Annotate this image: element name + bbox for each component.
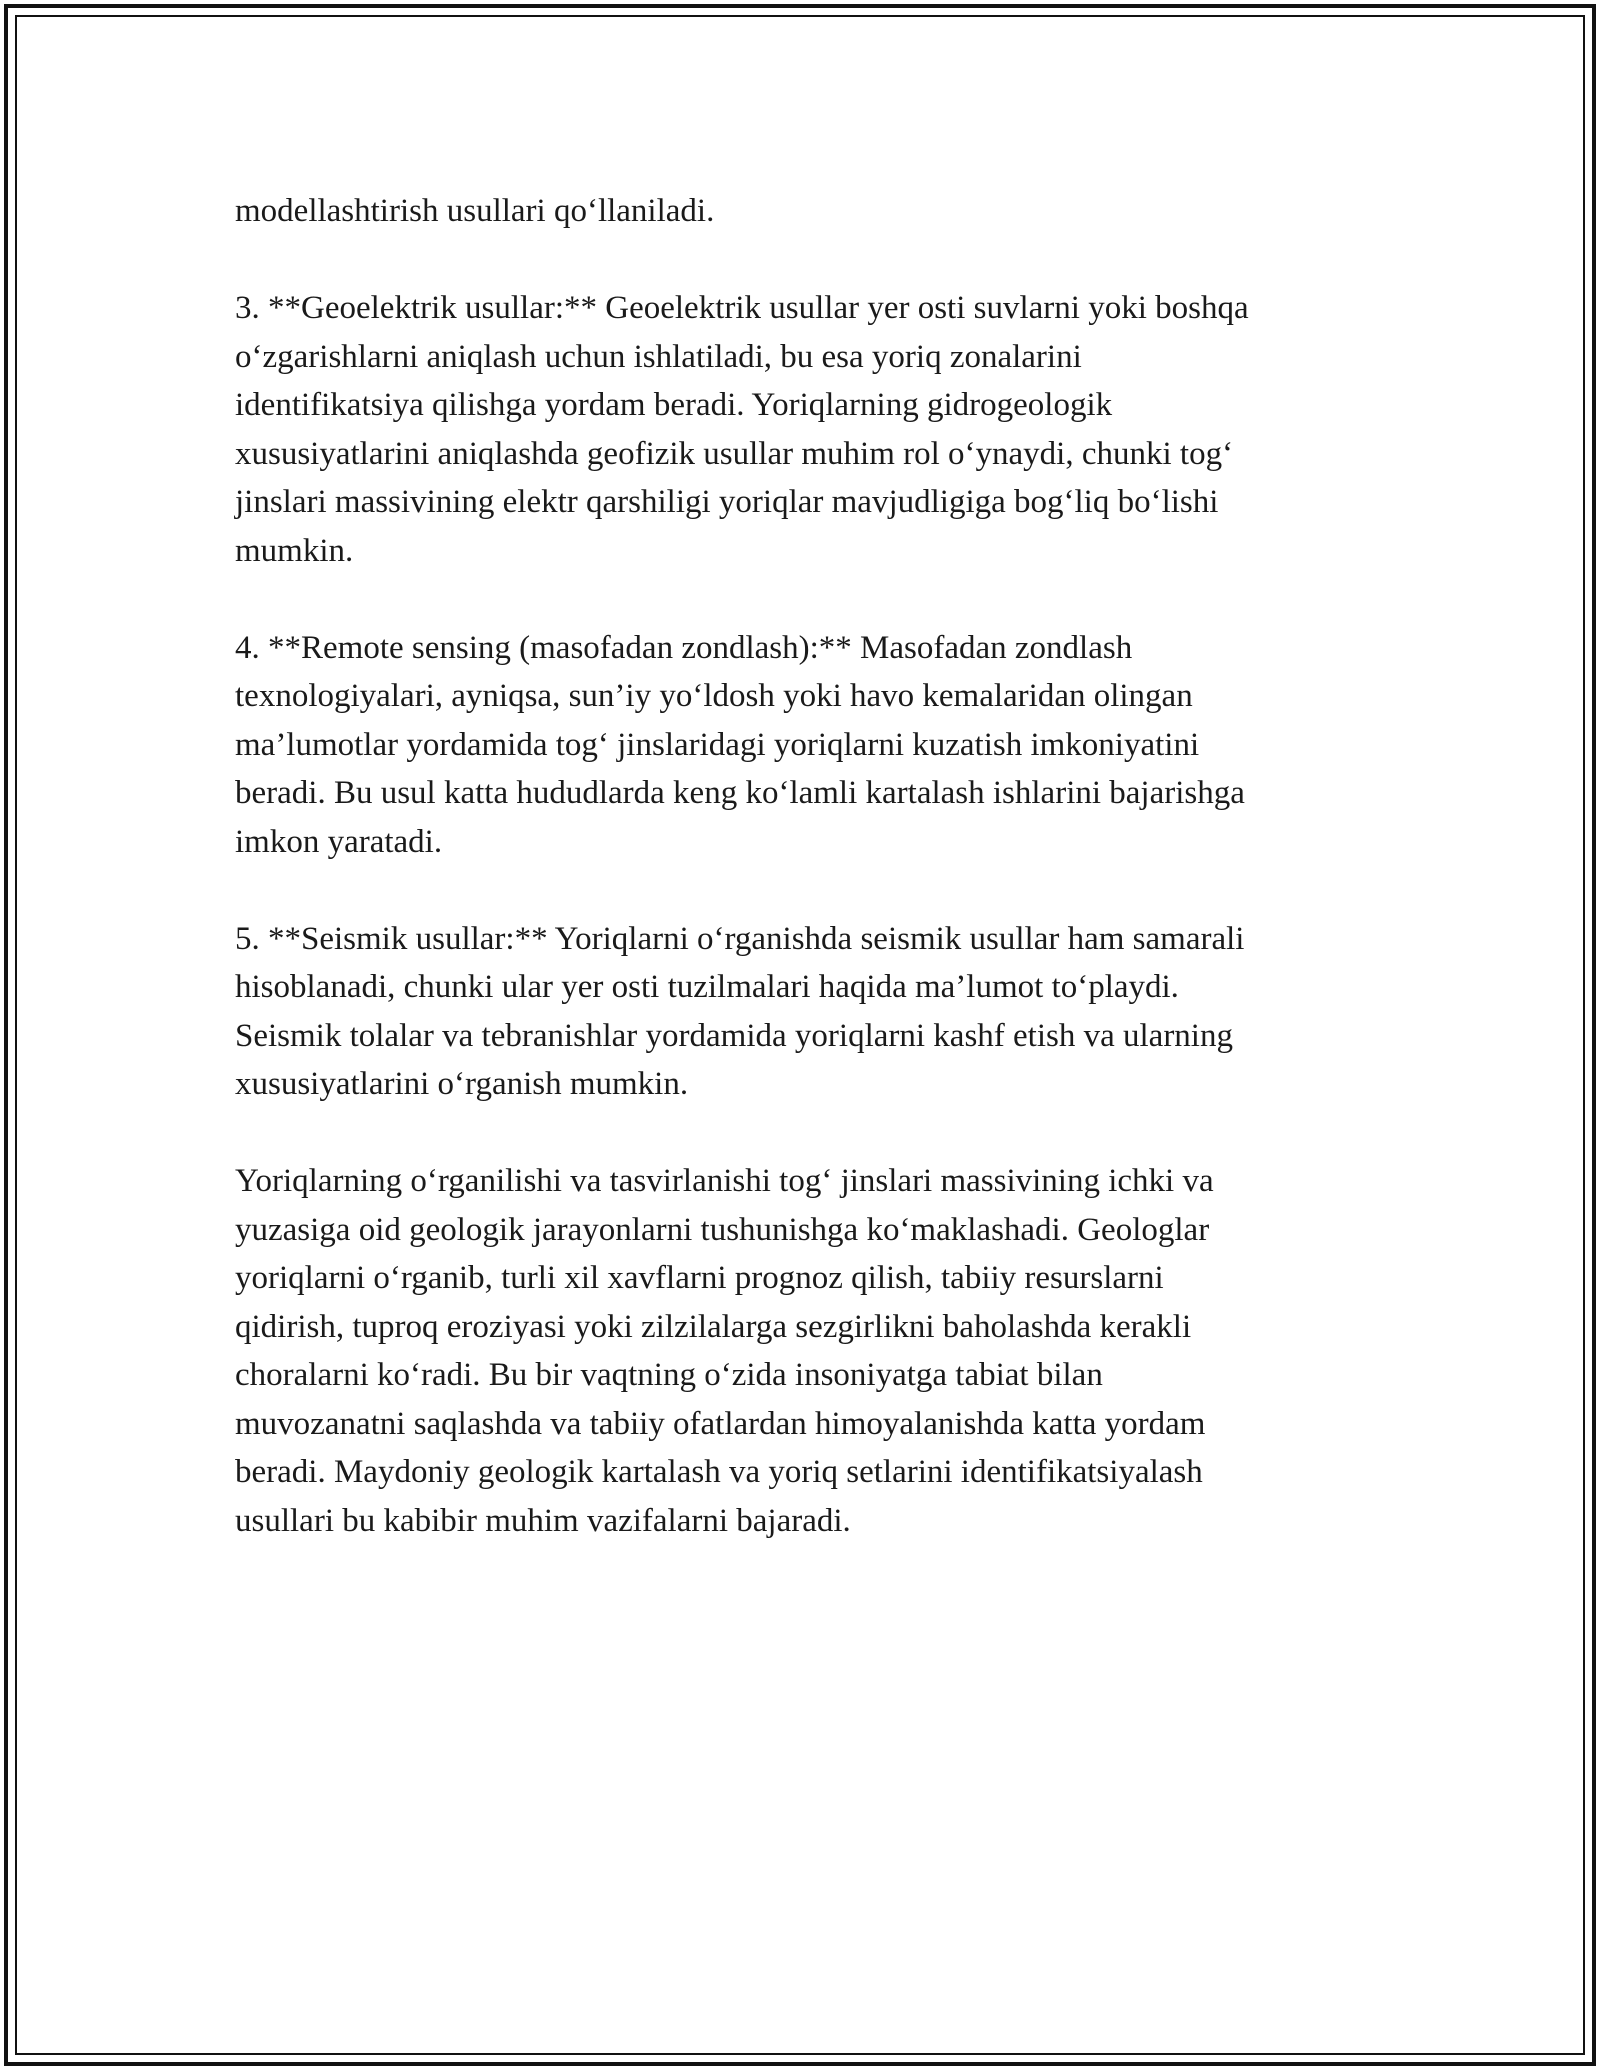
text-line: usullari bu kabibir muhim vazifalarni bajaradi. <box>235 1502 851 1539</box>
text-line: Yoriqlarning o‘rganilishi va tasvirlanishi tog‘ jinslari massivining ichki va <box>235 1163 1214 1199</box>
document-body <box>235 187 1385 1545</box>
text-line: choralarni ko‘radi. Bu bir vaqtning o‘zida insoniyatga tabiat bilan <box>235 1357 1103 1393</box>
paragraph-continuation <box>235 187 1385 236</box>
text-line: yoriqlarni o‘rganib, turli xil xavflarni prognoz qilish, tabiiy resurslarni <box>235 1260 1164 1296</box>
text-line: mumkin. <box>235 532 354 569</box>
paragraph-remote-sensing <box>235 624 1385 867</box>
text-line: xususiyatlarini o‘rganish mumkin. <box>235 1066 689 1102</box>
text-line: jinslari massivining elektr qarshiligi yoriqlar mavjudligiga bog‘liq bo‘lishi <box>235 484 1219 520</box>
text-line: o‘zgarishlarni aniqlash uchun ishlatiladi, bu esa yoriq zonalarini <box>235 338 1082 375</box>
text-line: Seismik tolalar va tebranishlar yordamida yoriqlarni kashf etish va ularning <box>235 1017 1233 1054</box>
text-line: 4. **Remote sensing (masofadan zondlash):** Masofadan zondlash <box>235 629 1133 666</box>
text-line: modellashtirish usullari qo‘llaniladi. <box>235 193 715 229</box>
text-line: identifikatsiya qilishga yordam beradi. Yoriqlarning gidrogeologik <box>235 387 1113 423</box>
paragraph-conclusion <box>235 1157 1385 1545</box>
paragraph-seismic-methods <box>235 915 1385 1109</box>
text-line: imkon yaratadi. <box>235 823 443 860</box>
text-line: beradi. Bu usul katta hududlarda keng ko‘lamli kartalash ishlarini bajarishga <box>235 775 1245 811</box>
text-line: xususiyatlarini aniqlashda geofizik usullar muhim rol o‘ynaydi, chunki tog‘ <box>235 435 1234 472</box>
text-line: muvozanatni saqlashda va tabiiy ofatlardan himoyalanishda katta yordam <box>235 1405 1206 1442</box>
text-line: yuzasiga oid geologik jarayonlarni tushunishga ko‘maklashadi. Geologlar <box>235 1211 1210 1248</box>
text-line: 3. **Geoelektrik usullar:** Geoelektrik usullar yer osti suvlarni yoki boshqa <box>235 290 1249 326</box>
text-line: texnologiyalari, ayniqsa, sun’iy yo‘ldosh yoki havo kemalaridan olingan <box>235 678 1193 714</box>
text-line: qidirish, tuproq eroziyasi yoki zilzilalarga sezgirlikni baholashda kerakli <box>235 1308 1192 1345</box>
text-line: hisoblanadi, chunki ular yer osti tuzilmalari haqida ma’lumot to‘playdi. <box>235 969 1179 1005</box>
paragraph-geoelectric-methods <box>235 284 1385 575</box>
text-line: beradi. Maydoniy geologik kartalash va yoriq setlarini identifikatsiyalash <box>235 1454 1203 1490</box>
text-line: ma’lumotlar yordamida tog‘ jinslaridagi yoriqlarni kuzatish imkoniyatini <box>235 726 1200 763</box>
text-line: 5. **Seismik usullar:** Yoriqlarni o‘rganishda seismik usullar ham samarali <box>235 920 1245 957</box>
